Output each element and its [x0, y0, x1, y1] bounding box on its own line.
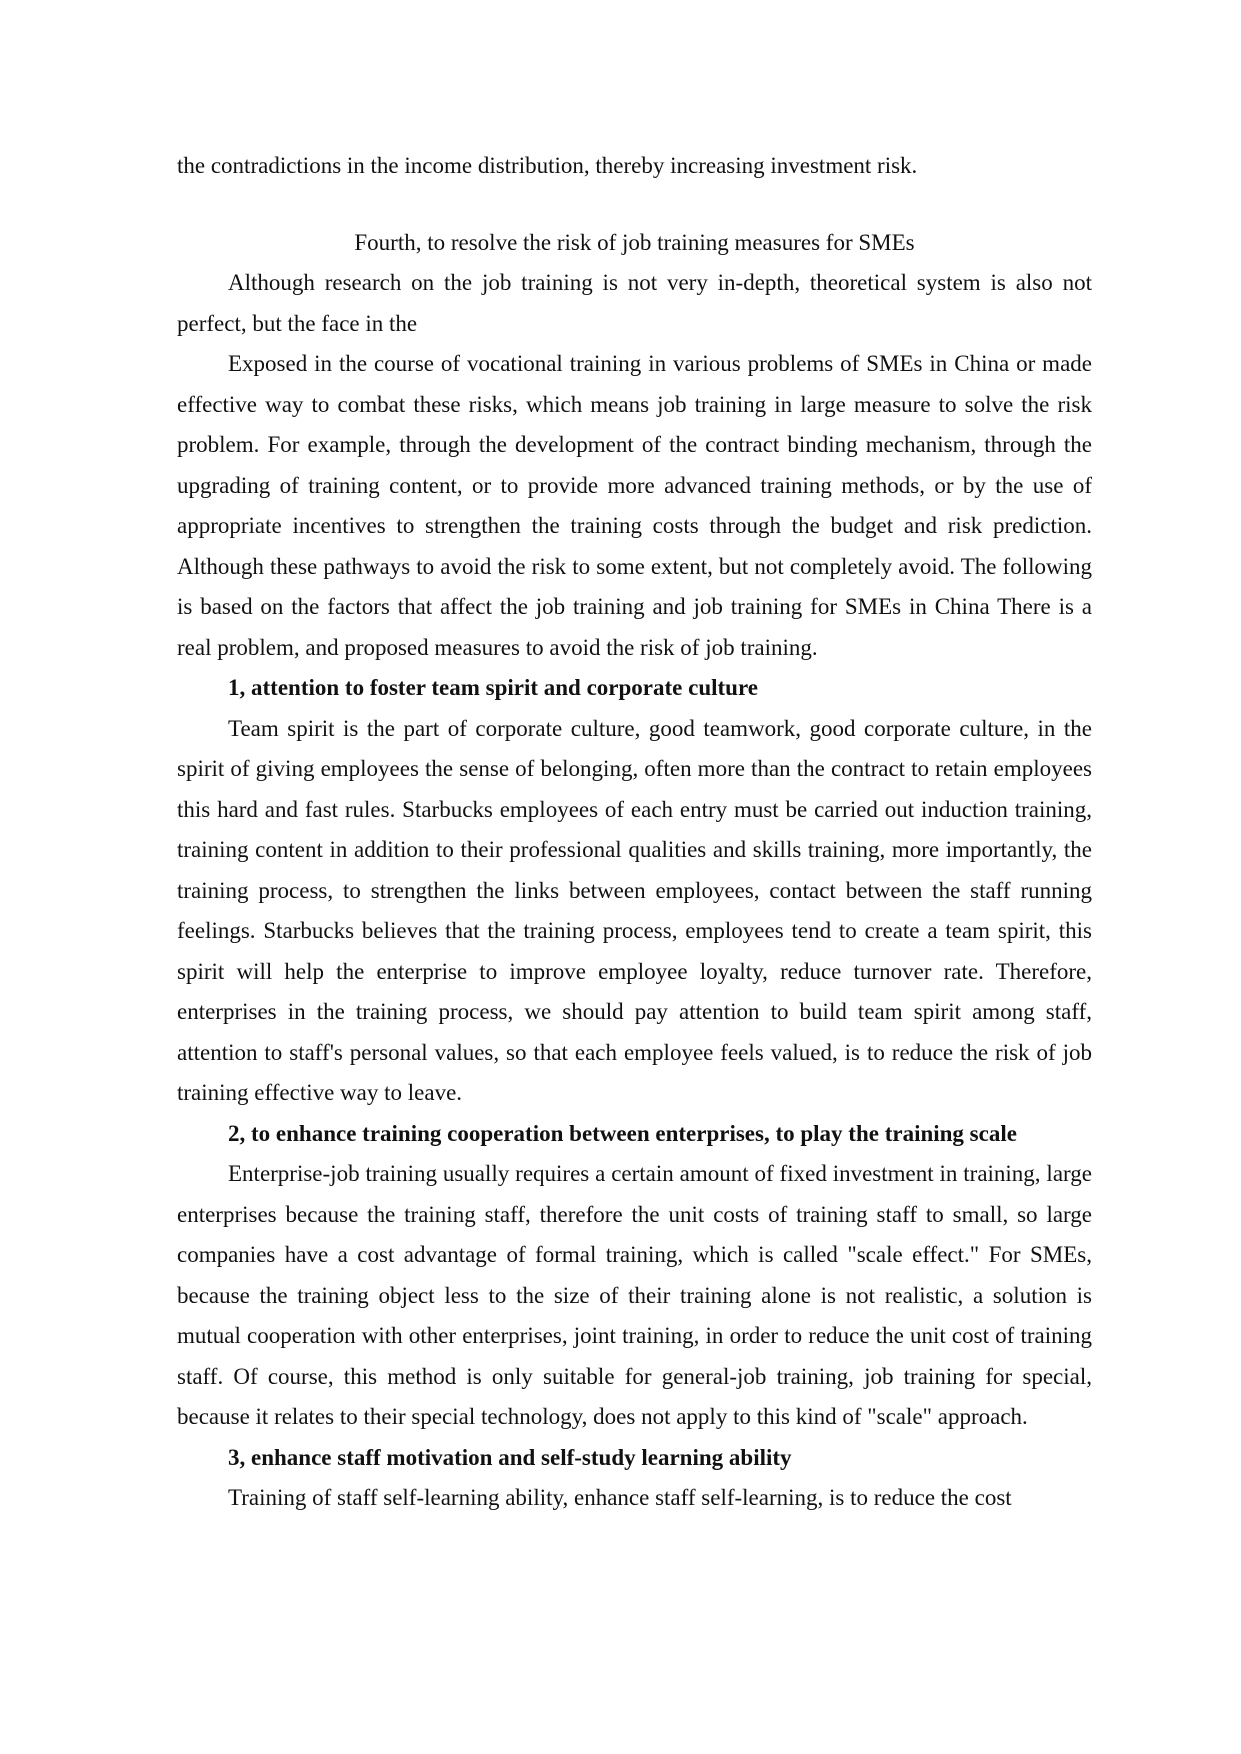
document-page	[177, 146, 1092, 1519]
subheading-2: 2, to enhance training cooperation between enterprises, to play the training scale	[228, 1120, 1017, 1146]
intro-paragraph-2: Exposed in the course of vocational training in various problems of SMEs in China or made effective way to combat these risks, which means job training in large measure to solve the risk problem. For example, through the development of the contract binding mechanism, through the upgrading of training content, or to provide more advanced training methods, or by the use of appropriate incentives to strengthen the training costs through the budget and risk prediction. Although these pathways to avoid the risk to some extent, but not completely avoid. The following is based on the factors that affect the job training and job training for SMEs in China There is a real problem, and proposed measures to avoid the risk of job training.	[177, 351, 1092, 660]
intro-paragraph-1: Although research on the job training is not very in-depth, theoretical system is also not perfect, but the face in the	[177, 270, 1092, 336]
paragraph-3: Training of staff self-learning ability, enhance staff self-learning, is to reduce the cost	[228, 1485, 1012, 1510]
paragraph-1: Team spirit is the part of corporate culture, good teamwork, good corporate culture, in the spirit of giving employees the sense of belonging, often more than the contract to retain employees this hard and fast rules. Starbucks employees of each entry must be carried out induction training, training content in addition to their professional qualities and skills training, more importantly, the training process, to strengthen the links between employees, contact between the staff running feelings. Starbucks believes that the training process, employees tend to create a team spirit, this spirit will help the enterprise to improve employee loyalty, reduce turnover rate. Therefore, enterprises in the training process, we should pay attention to build team spirit among staff, attention to staff's personal values, so that each employee feels valued, is to reduce the risk of job training effective way to leave.	[177, 715, 1092, 1105]
section-title: Fourth, to resolve the risk of job training measures for SMEs	[354, 229, 915, 255]
paragraph-2: Enterprise-job training usually requires a certain amount of fixed investment in training, large enterprises because the training staff, therefore the unit costs of training staff to small, so large companies have a cost advantage of formal training, which is called "scale effect." For SMEs, because the training object less to the size of their training alone is not realistic, a solution is mutual cooperation with other enterprises, joint training, in order to reduce the unit cost of training staff. Of course, this method is only suitable for general-job training, job training for special, because it relates to their special technology, does not apply to this kind of "scale" approach.	[177, 1161, 1092, 1429]
subheading-3: 3, enhance staff motivation and self-study learning ability	[228, 1444, 792, 1470]
subheading-1: 1, attention to foster team spirit and corporate culture	[228, 675, 758, 700]
lead-line: the contradictions in the income distribution, thereby increasing investment risk.	[177, 153, 918, 178]
